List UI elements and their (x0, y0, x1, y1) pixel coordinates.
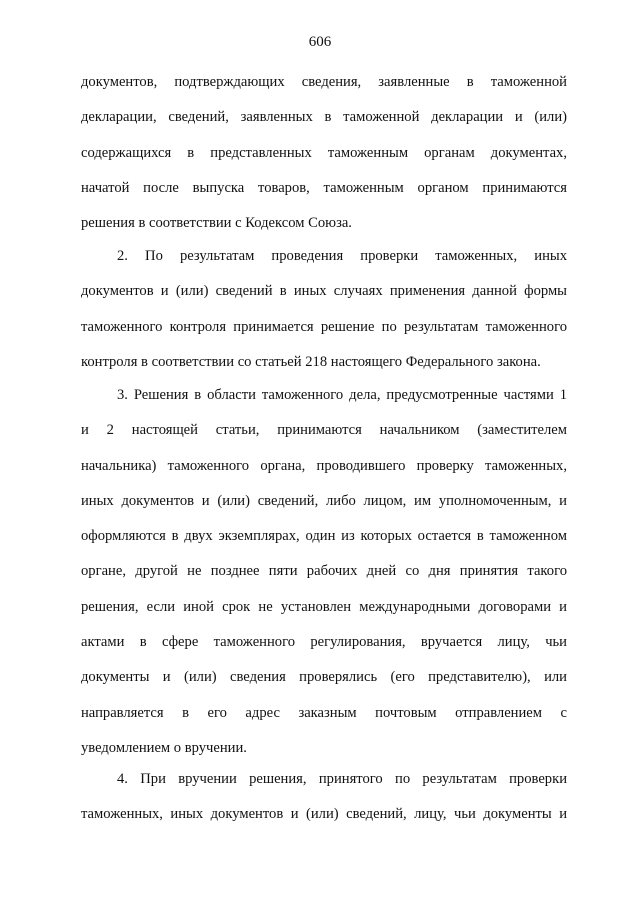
text-line: документов и (или) сведений в иных случаях применения данной формы (81, 283, 567, 300)
text-line: иных документов и (или) сведений, либо лицом, им уполномоченным, и (81, 492, 567, 509)
text-line: начальника) таможенного органа, проводившего проверку таможенных, (81, 457, 567, 474)
text-line: декларации, сведений, заявленных в таможенной декларации и (или) (81, 109, 567, 126)
text-line: содержащихся в представленных таможенным органам документах, (81, 144, 567, 161)
text-line: актами в сфере таможенного регулирования, вручается лицу, чьи (81, 634, 567, 651)
text-line: решения в соответствии с Кодексом Союза. (81, 215, 352, 232)
text-line: таможенных, иных документов и (или) сведений, лицу, чьи документы и (81, 806, 567, 823)
paragraph-4 (81, 770, 567, 841)
text-line: 2. По результатам проведения проверки таможенных, иных (117, 248, 567, 264)
text-line: и 2 настоящей статьи, принимаются начальником (заместителем (81, 422, 567, 439)
text-line: документы и (или) сведения проверялись (его представителю), или (81, 669, 567, 686)
text-line: уведомлением о вручении. (81, 739, 247, 756)
page-number: 606 (308, 34, 332, 50)
paragraph-3 (81, 386, 567, 774)
text-line: решения, если иной срок не установлен международными договорами и (81, 598, 567, 615)
text-line: 4. При вручении решения, принятого по результатам проверки (117, 771, 567, 787)
text-line: оформляются в двух экземплярах, один из которых остается в таможенном (81, 528, 567, 545)
paragraph-continuation (81, 73, 567, 249)
text-line: направляется в его адрес заказным почтовым отправлением с (81, 704, 567, 721)
text-line: таможенного контроля принимается решение по результатам таможенного (81, 318, 567, 335)
paragraph-2 (81, 247, 567, 388)
text-line: начатой после выпуска товаров, таможенным органом принимаются (81, 179, 567, 196)
text-line: 3. Решения в области таможенного дела, предусмотренные частями 1 (117, 387, 567, 403)
text-line: документов, подтверждающих сведения, заявленные в таможенной (81, 74, 567, 90)
text-line: контроля в соответствии со статьей 218 настоящего Федерального закона. (81, 353, 541, 370)
text-line: органе, другой не позднее пяти рабочих дней со дня принятия такого (81, 563, 567, 580)
